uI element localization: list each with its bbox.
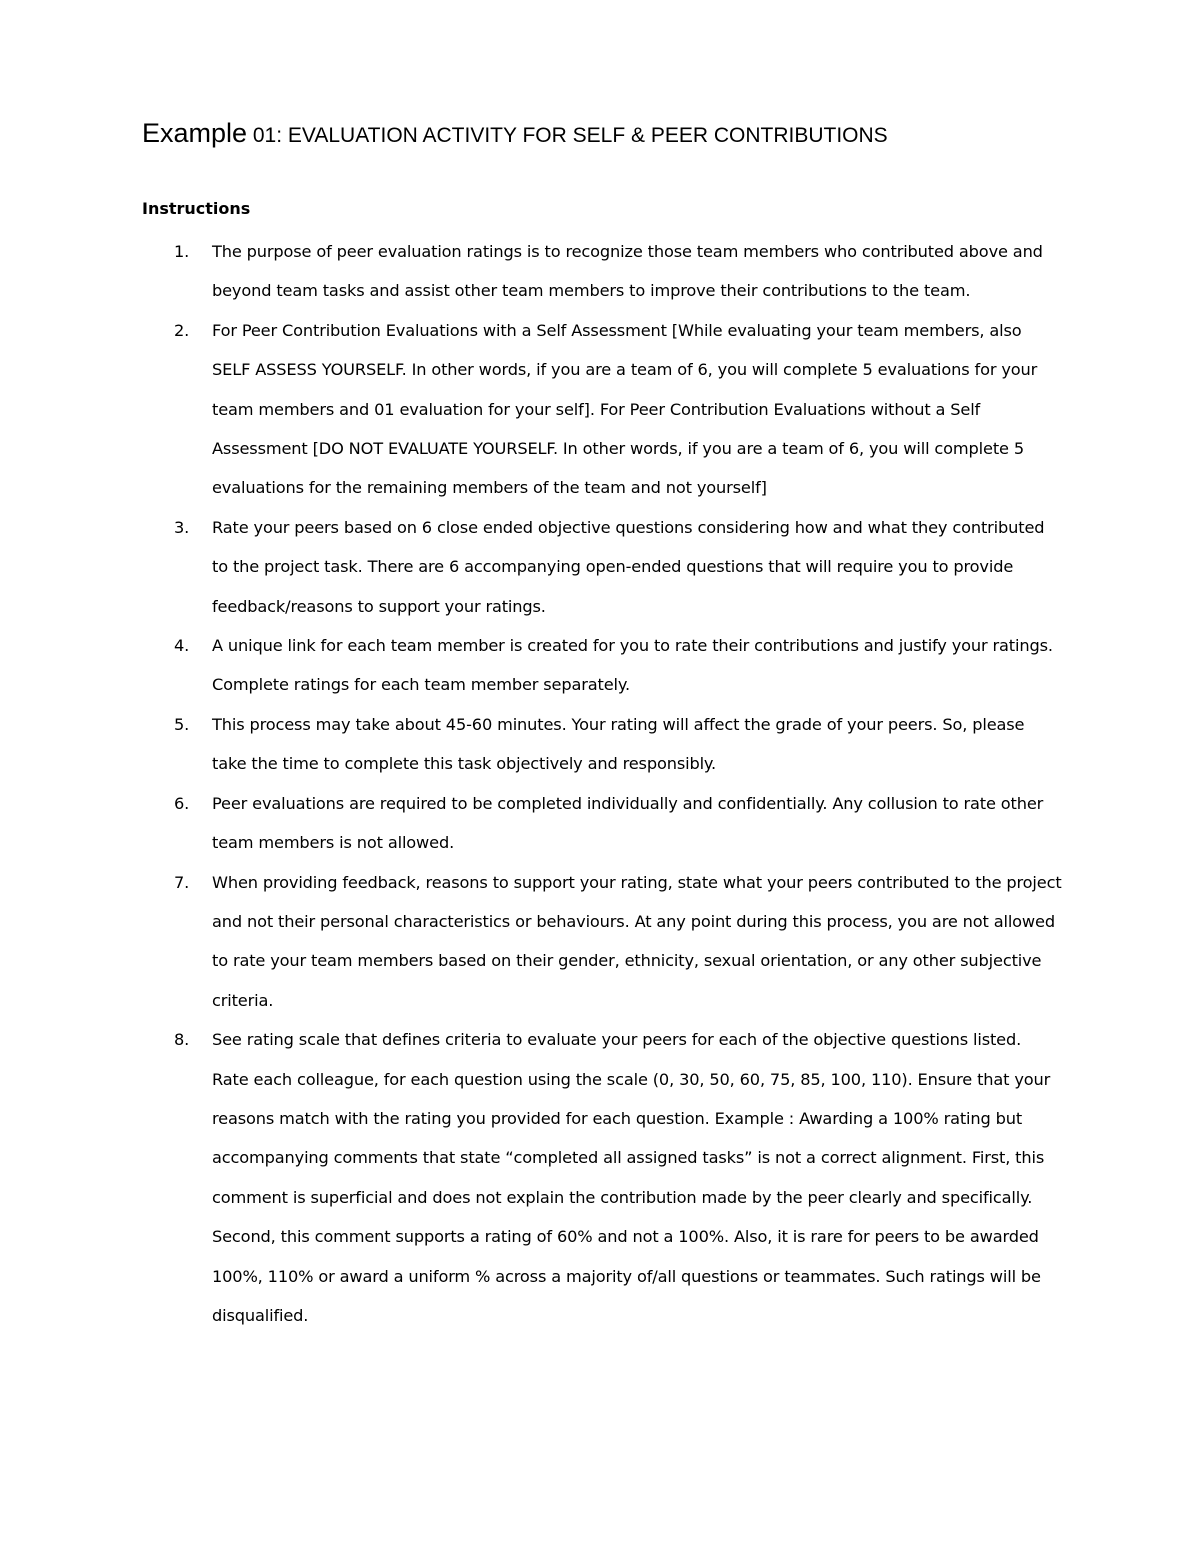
instruction-text: When providing feedback, reasons to support your rating, state what your peers contributed to the project and not their personal characteristics or behaviours. At any point during this process, you are not allowed to rate your team members based on their gender, ethnicity, sexual orientation, or any other subjective criteria. <box>212 872 1062 1010</box>
instruction-number: 1. <box>174 242 190 261</box>
instruction-item-2 <box>142 311 1062 508</box>
instruction-number: 8. <box>174 1030 190 1050</box>
instruction-item-6 <box>142 784 1062 863</box>
document-title <box>142 116 888 153</box>
instruction-text: For Peer Contribution Evaluations with a Self Assessment [While evaluating your team members, also SELF ASSESS YOURSELF. In other words, if you are a team of 6, you will complete 5 evaluations for your team members and 01 evaluation for your self]. For Peer Contribution Evaluations without a Self Assessment [DO NOT EVALUATE YOURSELF. In other words, if you are a team of 6, you will complete 5 evaluations for the remaining members of the team and not yourself] <box>212 320 1038 498</box>
instruction-number: 3. <box>174 517 190 537</box>
instruction-number: 4. <box>174 636 190 656</box>
instruction-text: Peer evaluations are required to be completed individually and confidentially. Any collusion to rate other team members is not allowed. <box>212 793 1044 853</box>
instruction-number: 6. <box>174 793 190 813</box>
instruction-item-5 <box>142 705 1062 784</box>
document-title-rest: 01: EVALUATION ACTIVITY FOR SELF & PEER CONTRIBUTIONS <box>247 124 888 147</box>
instruction-text: See rating scale that defines criteria to evaluate your peers for each of the objective questions listed. Rate each colleague, for each question using the scale (0, 30, 50, 60, 75, 85, 100, 110). Ensure that your reasons match with the rating you provided for each question. Example : Awarding a 100% rating but accompanying comments that state “completed all assigned tasks” is not a correct alignment. First, this comment is superficial and does not explain the contribution made by the peer clearly and specifically. Second, this comment supports a rating of 60% and not a 100%. Also, it is rare for peers to be awarded 100%, 110% or award a uniform % across a majority of/all questions or teammates. Such ratings will be disqualified. <box>212 1030 1051 1325</box>
instruction-number: 2. <box>174 320 190 340</box>
instructions-heading: Instructions <box>142 199 251 218</box>
instruction-item-7 <box>142 863 1062 1021</box>
instruction-text: The purpose of peer evaluation ratings is to recognize those team members who contributed above and beyond team tasks and assist other team members to improve their contributions to the team. <box>212 242 1043 301</box>
instruction-text: Rate your peers based on 6 close ended objective questions considering how and what they contributed to the project task. There are 6 accompanying open-ended questions that will require you to provide feedback/reasons to support your ratings. <box>212 517 1045 616</box>
instruction-number: 7. <box>174 872 190 892</box>
document-title-lead: Example <box>142 118 248 148</box>
instruction-text: A unique link for each team member is created for you to rate their contributions and justify your ratings. Complete ratings for each team member separately. <box>212 636 1053 695</box>
instruction-item-8 <box>142 1020 1062 1335</box>
instruction-text: This process may take about 45-60 minutes. Your rating will affect the grade of your peers. So, please take the time to complete this task objectively and responsibly. <box>212 714 1025 774</box>
instruction-item-1 <box>142 232 1062 311</box>
instruction-item-4 <box>142 626 1062 705</box>
instruction-number: 5. <box>174 714 190 734</box>
instruction-item-3 <box>142 508 1062 626</box>
instructions-list <box>142 232 1062 1335</box>
